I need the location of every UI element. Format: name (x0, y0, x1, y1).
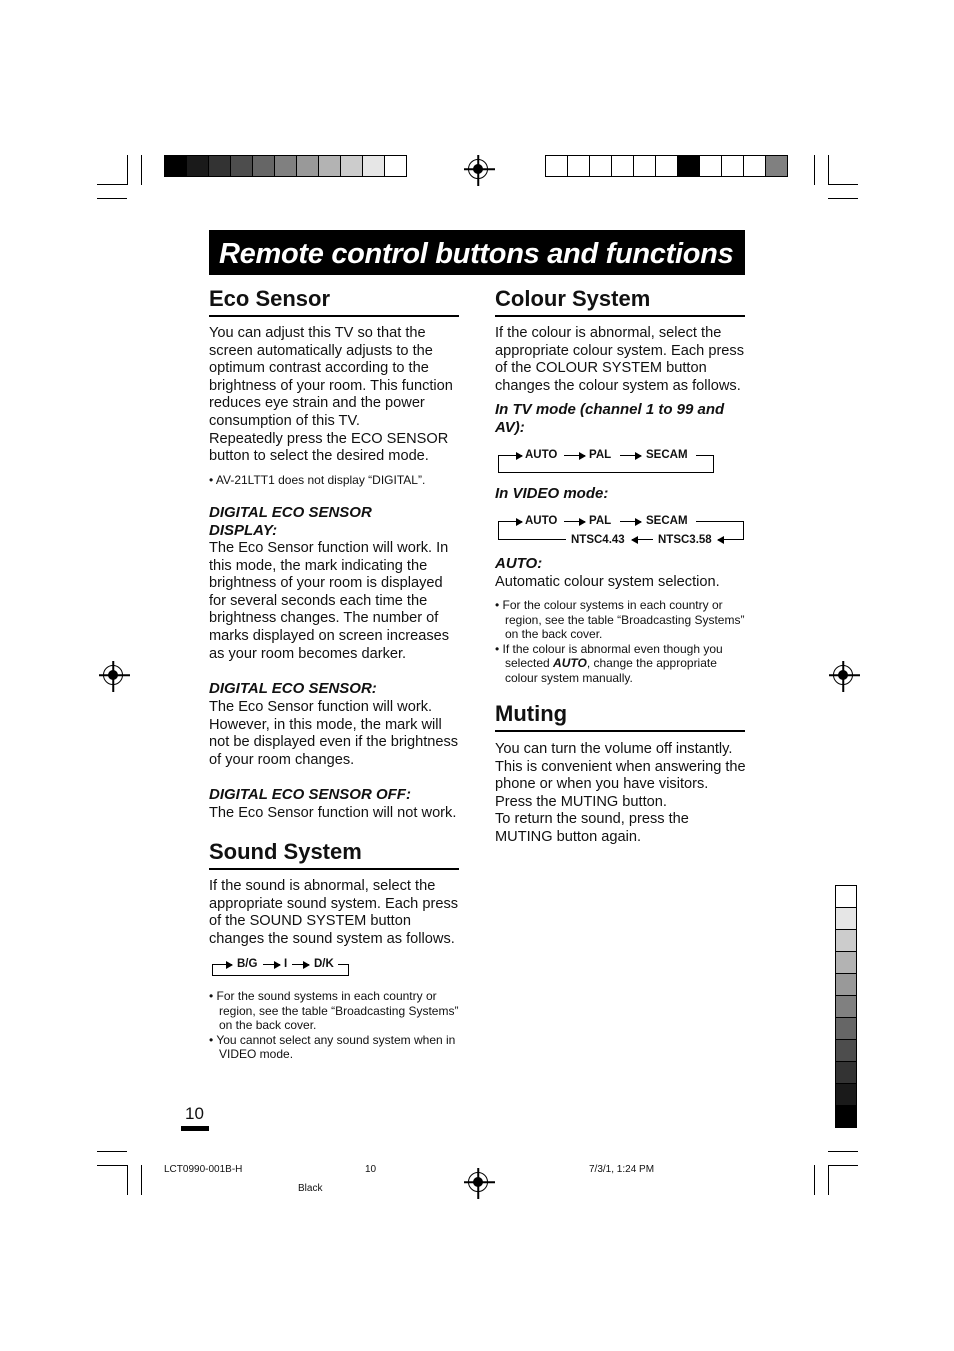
sound-cycle-dk: D/K (314, 958, 334, 970)
page-title-bar (209, 230, 745, 275)
eco-sensor-note: • AV-21LTT1 does not display “DIGITAL”. (209, 473, 426, 487)
eco-sensor-instruction: Repeatedly press the ECO SENSOR button to select the desired mode. (209, 430, 449, 465)
colour-system-heading: Colour System (495, 286, 745, 317)
sound-note-1: • For the sound systems in each country or region, see the table “Broadcasting Systems” on the back cover. (209, 989, 459, 1032)
registration-mark-left (103, 665, 123, 685)
sound-cycle-bg: B/G (237, 958, 258, 970)
video-cycle-ntsc443: NTSC4.43 (571, 534, 625, 546)
page-title: Remote control buttons and functions (219, 238, 734, 270)
eco-mode-sensor-text: The Eco Sensor function will work. However, in this mode, the mark will not be displayed even if the brightness of your room changes. (209, 699, 459, 768)
colour-note-2: • If the colour is abnormal even though you selected AUTO, change the appropriate colour system manually. (495, 641, 723, 685)
colour-note-auto-emphasis: AUTO (553, 656, 587, 670)
video-cycle-auto: AUTO (525, 515, 558, 527)
footer-color: Black (298, 1183, 323, 1194)
sound-note-2: • You cannot select any sound system when in VIDEO mode. (209, 1032, 456, 1061)
colour-note-1: • For the colour systems in each country or region, see the table “Broadcasting Systems” on the back cover. (495, 598, 745, 641)
page-number: 10 (185, 1104, 204, 1123)
eco-mode-off-title: DIGITAL ECO SENSOR OFF: (209, 786, 411, 803)
eco-mode-off-text: The Eco Sensor function will not work. (209, 805, 457, 821)
muting-line-1: You can turn the volume off instantly. This is convenient when answering the phone or when you have visitors. (495, 741, 746, 793)
registration-mark-right (833, 665, 853, 685)
eco-mode-display-text: The Eco Sensor function will work. In this mode, the mark indicating the brightness of your room is displayed for several seconds each time the brightness changes. The number of marks displayed on screen increases as your room becomes darker. (209, 540, 450, 662)
tv-cycle-secam: SECAM (646, 449, 688, 461)
colour-system-text: If the colour is abnormal, select the appropriate colour system. Each press of the COLOUR SYSTEM button changes the colour system as follows. (495, 325, 745, 394)
grayscale-strip-vertical (835, 885, 857, 1128)
footer-date: 7/3/1, 1:24 PM (589, 1164, 655, 1175)
video-cycle-secam: SECAM (646, 515, 688, 527)
registration-mark-bottom (468, 1172, 488, 1192)
sound-system-text: If the sound is abnormal, select the appropriate sound system. Each press of the SOUND SYSTEM button changes the sound system as follows. (209, 878, 459, 947)
auto-title: AUTO: (495, 555, 543, 572)
muting-line-2: Press the MUTING button. (495, 793, 667, 810)
grayscale-strip-right (545, 155, 788, 177)
footer-page: 10 (365, 1164, 377, 1175)
eco-sensor-intro: You can adjust this TV so that the screen automatically adjusts to the optimum contrast according to the brightness of your room. This function reduces eye strain and the power consumption of this TV. Repeatedly press the ECO SENSOR button to select the desired mode. (209, 325, 461, 466)
sound-system-heading: Sound System (209, 839, 459, 870)
colour-system-notes (495, 598, 745, 685)
tv-cycle-pal: PAL (589, 449, 612, 461)
eco-mode-sensor-title: DIGITAL ECO SENSOR: (209, 680, 377, 697)
muting-line-3: To return the sound, press the MUTING button again. (495, 811, 689, 845)
grayscale-strip-left (164, 155, 407, 177)
sound-system-notes (209, 989, 459, 1062)
footer-code: LCT0990-001B-H (164, 1164, 243, 1175)
video-cycle-pal: PAL (589, 515, 612, 527)
sound-cycle-i: I (284, 958, 288, 970)
eco-mode-display-title: DIGITAL ECO SENSOR DISPLAY: (209, 504, 372, 539)
tv-cycle-auto: AUTO (525, 449, 558, 461)
muting-heading: Muting (495, 701, 745, 732)
eco-sensor-heading: Eco Sensor (209, 286, 459, 317)
video-mode-title: In VIDEO mode: (495, 485, 609, 502)
auto-text: Automatic colour system selection. (495, 574, 720, 590)
video-cycle-ntsc358: NTSC3.58 (658, 534, 712, 546)
tv-mode-title: In TV mode (channel 1 to 99 and AV): (495, 401, 725, 436)
page-number-bar (181, 1126, 209, 1131)
registration-mark-top (468, 159, 488, 179)
muting-text (495, 741, 749, 847)
